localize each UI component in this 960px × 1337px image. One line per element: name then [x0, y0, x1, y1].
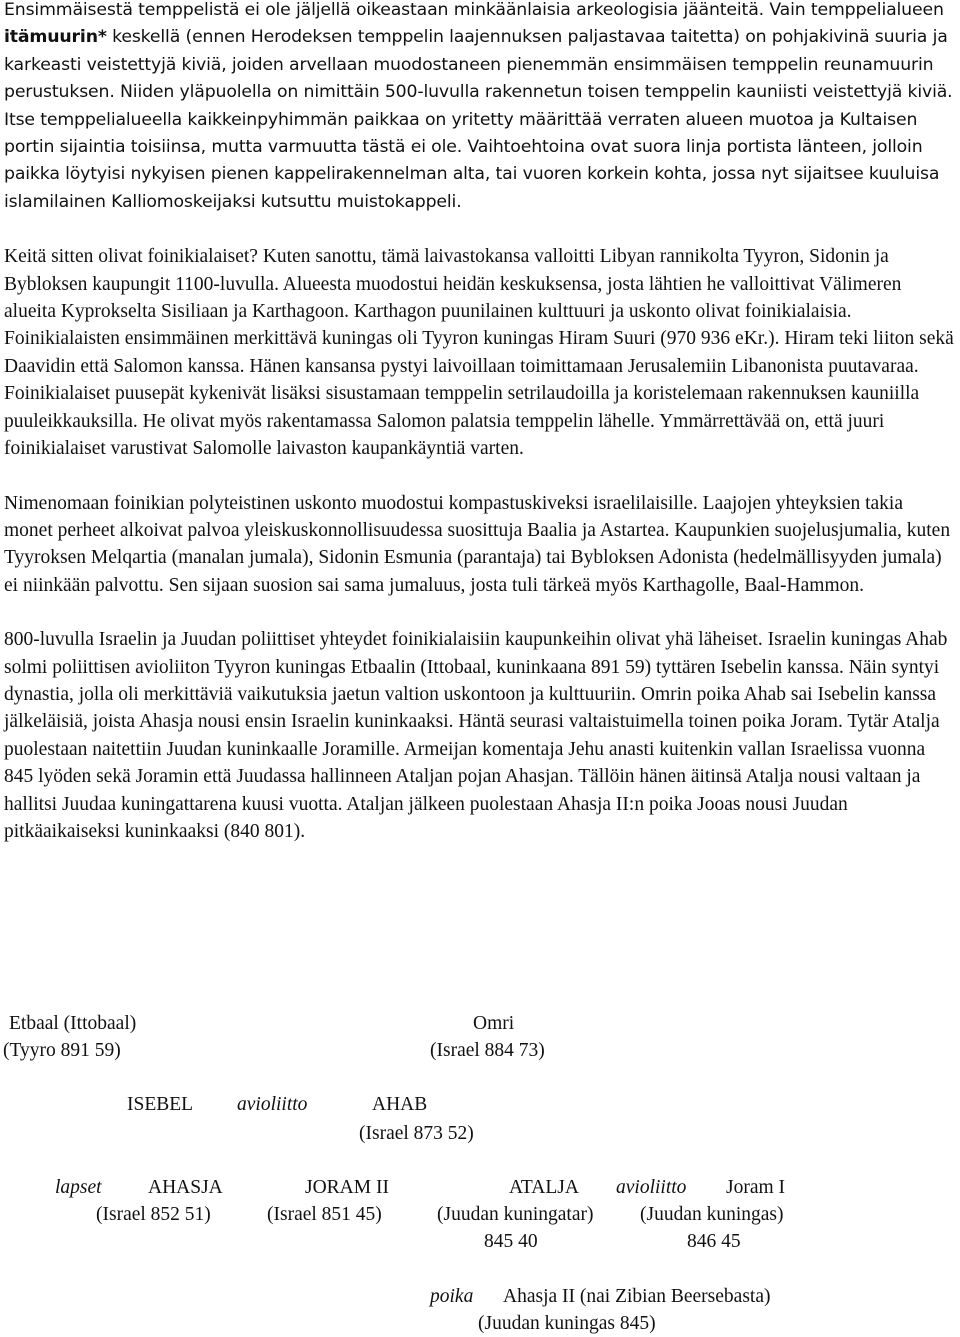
paragraph-foinikialaiset: Keitä sitten olivat foinikialaiset? Kuten sanottu, tämä laivastokansa valloitti Libyan rannikolta Tyyron, Sidonin ja Bybloksen kaupungit 1100-luvulla. Alueesta muodostui heidän keskuksensa, josta lähtien he valloittivat Välimeren alueita Kyprokselta Sisiliaan ja Karthagoon. Karthagon puunilainen kulttuuri ja uskonto olivat foinikialaisia. Foinikialaisten ensimmäinen merkittävä kuningas oli Tyyron kuningas Hiram Suuri (970 936 eKr.). Hiram teki liiton sekä Daavidin että Salomon kanssa. Hänen kansansa pystyi laivoillaan toimittamaan Jerusalemiin Libanonista puutavaraa. Foinikialaiset puusepät kykenivät lisäksi sisustamaan temppelin setrilaudoilla ja koristelemaan rakennuksen kauniilla puuleikkauksilla. He olivat myös rakentamassa Salomon palatsia temppelin lähelle. Ymmärrettävää on, että juuri foinikialaiset varustivat Salomolle laivaston kaupankäyntiä varten. — [4, 246, 954, 460]
tree-joram-i: Joram I — [726, 1177, 786, 1198]
intro-text-e: Vaihtoehtoina ovat suora linja portista länteen, jolloin paikka löytyisi nykyisen pienen kappelirakennelman alta, tai vuoren korkein kohta, jossa nyt sijaitsee kuuluisa islamilainen Kalliomoskeijaksi kutsuttu muistokappeli. — [4, 137, 940, 212]
tree-omri-sub: (Israel 884 73) — [430, 1040, 545, 1061]
tree-joram-i-sub: (Juudan kuningas) — [640, 1204, 784, 1225]
intro-bold-term: itämuurin* — [4, 27, 107, 48]
tree-avioliitto-2: avioliitto — [616, 1177, 687, 1198]
tree-ahab: AHAB — [372, 1094, 428, 1115]
intro-text-c: Niiden yläpuolella on nimittäin 500-luvulla rakennetun toisen temppelin kauniisti veistettyjä kiviä. — [114, 82, 953, 103]
paragraph-uskonto: Nimenomaan foinikian polyteistinen uskonto muodostui kompastuskiveksi israelilaisille. Laajojen yhteyksien takia monet perheet alkoivat palvoa yleiskuskonnollisuudessa suosittuja Baalia ja Astartea. Kaupunkien suojelusjumalia, kuten Tyyroksen Melqartia (manalan jumala), Sidonin Esmunia (parantaja) tai Bybloksen Adonista (hedelmällisyyden jumala) ei niinkään palvottu. Sen sijaan suosion sai sama jumaluus, josta tuli tärkeä myös Karthagolle, Baal-Hammon. — [4, 492, 951, 596]
tree-joram-ii: JORAM II — [305, 1177, 389, 1198]
tree-isebel: ISEBEL — [127, 1094, 194, 1115]
tree-ahasja-ii-sub: (Juudan kuningas 845) — [478, 1313, 656, 1334]
tree-avioliitto-1: avioliitto — [237, 1094, 308, 1115]
intro-text-d: Itse temppelialueella kaikkeinpyhimmän paikkaa on yritetty määrittää verraten alueen muotoa ja Kultaisen portin sijaintia toisiinsa, mutta varmuutta tästä ei ole. — [4, 109, 918, 158]
intro-text-b: keskellä (ennen Herodeksen temppelin laajennuksen paljastavaa taitetta) on pohjakivinä suuria ja karkeasti veistettyjä kiviä, joiden arvellaan muodostaneen pienemmän ensimmäisen temppelin reunamuurin perustuksen. — [4, 27, 948, 103]
tree-omri: Omri — [473, 1013, 515, 1034]
tree-joram-i-years: 846 45 — [687, 1231, 741, 1252]
tree-etbaal: Etbaal (Ittobaal) — [9, 1013, 137, 1034]
tree-atalja-sub: (Juudan kuningatar) — [437, 1204, 594, 1225]
tree-poika: poika — [430, 1286, 474, 1307]
intro-text-a: Ensimmäisestä temppelistä ei ole jäljellä oikeastaan minkäänlaisia arkeologisia jäänteitä. Vain temppelialueen — [4, 0, 944, 20]
tree-joram-ii-sub: (Israel 851 45) — [267, 1204, 382, 1225]
paragraph-dynastia: 800-luvulla Israelin ja Juudan poliittiset yhteydet foinikialaisiin kaupunkeihin olivat yhä läheiset. Israelin kuningas Ahab solmi poliittisen avioliiton Tyyron kuningas Etbaalin (Ittobaal, kuninkaana 891 59) tyttären Isebelin kanssa. Näin syntyi dynastia, jolla oli merkittäviä vaikutuksia jaetun valtion uskontoon ja kulttuuriin. Omrin poika Ahab sai Isebelin kanssa jälkeläisiä, joista Ahasja nousi ensin Israelin kuninkaaksi. Häntä seurasi valtaistuimella toinen poika Joram. Tytär Atalja puolestaan naitettiin Juudan kuninkaalle Joramille. Armeijan komentaja Jehu anasti kuitenkin vallan Israelissa vuonna 845 lyöden sekä Joramin että Juudassa hallinneen Ataljan pojan Ahasjan. Tällöin hänen äitinsä Atalja nousi valtaan ja hallitsi Juudaa kuningattarena kuusi vuotta. Ataljan jälkeen puolestaan Ahasja II:n poika Jooas nousi Juudan pitkäaikaiseksi kuninkaaksi (840 801). — [4, 629, 948, 842]
tree-atalja-years: 845 40 — [484, 1231, 538, 1252]
tree-lapset: lapset — [55, 1177, 102, 1198]
tree-etbaal-sub: (Tyyro 891 59) — [3, 1040, 121, 1061]
tree-ahasja-ii: Ahasja II (nai Zibian Beersebasta) — [503, 1286, 771, 1307]
tree-ahasja: AHASJA — [148, 1177, 223, 1198]
tree-atalja: ATALJA — [509, 1177, 579, 1198]
tree-ahab-sub: (Israel 873 52) — [359, 1123, 474, 1144]
tree-ahasja-sub: (Israel 852 51) — [96, 1204, 211, 1225]
